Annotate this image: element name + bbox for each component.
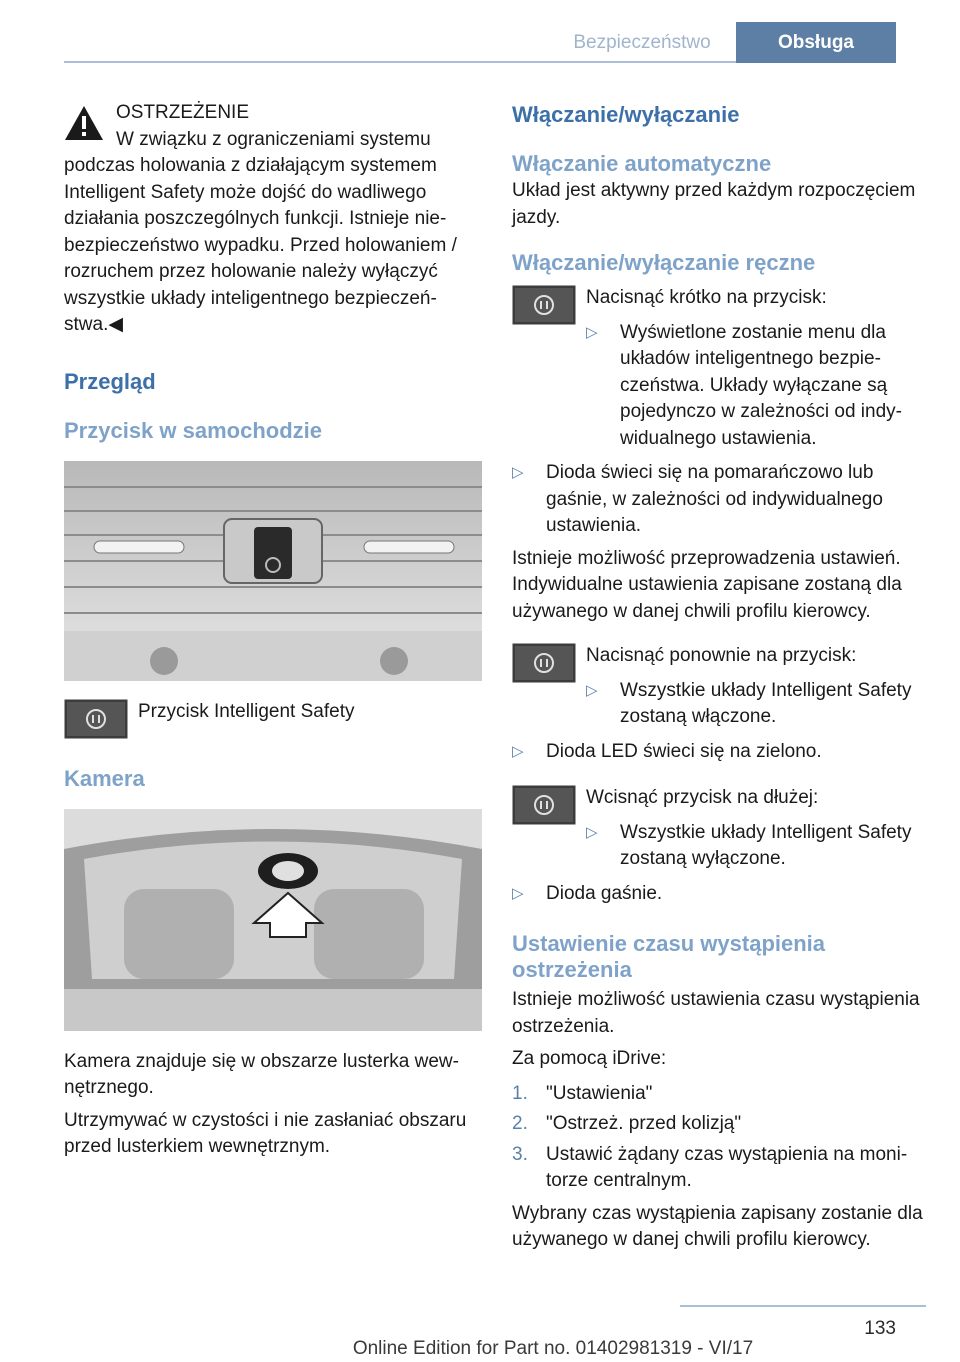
warning-triangle-icon [64, 104, 104, 142]
button-caption: Przycisk Intelligent Safety [138, 700, 355, 722]
bullet-marker-icon: ▷ [586, 823, 598, 841]
led-off-text: Dioda gaśnie. [546, 882, 663, 904]
bullet-marker-icon: ▷ [586, 681, 598, 699]
tab-obsluga[interactable]: Obsługa [736, 22, 896, 63]
camera-photo [64, 809, 482, 1031]
steps-list [512, 1081, 930, 1195]
step-number: 2. [512, 1113, 528, 1134]
footer-rule [680, 1305, 926, 1307]
list-item [512, 881, 930, 908]
warn-time-heading: Ustawienie czasu wystąpienia ostrzeżenia [512, 931, 826, 982]
press-short-bullet: Wyświetlone zostanie menu dla układów inteligentnego bezpieczeństwa. Układy wyłączane są pojedynczo w zależności od indywidualnego ustawienia. [620, 321, 902, 449]
list-item [512, 460, 930, 540]
press-long-block [512, 785, 930, 873]
list-item [512, 1111, 930, 1138]
warning-text-first: W związku z ograniczeniami systemu [116, 128, 431, 150]
left-column [64, 100, 482, 1161]
right-column [512, 100, 930, 1254]
onoff-heading: Włączanie/wyłączanie [512, 102, 740, 127]
bullet-marker-icon: ▷ [512, 464, 524, 481]
tab-bezpieczenstwo[interactable]: Bezpieczeństwo [573, 31, 711, 53]
page-number: 133 [864, 1318, 896, 1339]
list-item [512, 1142, 930, 1195]
warn-time-text: Istnieje możliwość ustawienia czasu wystąpienia ostrzeżenia. [512, 989, 920, 1037]
bullet-marker-icon: ▷ [512, 742, 524, 760]
press-again-block [512, 643, 930, 731]
button-legend [64, 699, 482, 739]
auto-heading: Włączanie automatyczne [512, 151, 772, 176]
step-text: "Ustawienia" [546, 1082, 653, 1104]
intelligent-safety-button-icon [512, 285, 576, 325]
intelligent-safety-button-icon [512, 785, 576, 825]
press-again-bullet: Wszystkie układy Intelligent Safety zostaną włączone. [620, 679, 912, 727]
settings-text: Istnieje możliwość przeprowadzenia ustawień. Indywidualne ustawienia zapisane zostaną dla używanego w danej chwili profilu kierowcy. [512, 547, 902, 622]
camera-text-clean: Utrzymywać w czystości i nie zasłaniać obszaru przed lusterkiem wewnętrznym. [64, 1109, 467, 1157]
press-short-block [512, 285, 930, 452]
intelligent-safety-button-icon [512, 643, 576, 683]
list-item [512, 739, 930, 766]
list-item [586, 320, 930, 453]
bullet-marker-icon: ▷ [512, 884, 524, 902]
list-item [512, 1081, 930, 1108]
car-button-heading: Przycisk w samochodzie [64, 417, 322, 443]
camera-heading: Kamera [64, 765, 145, 791]
press-long-text: Wcisnąć przycisk na dłużej: [586, 787, 819, 808]
led-orange-text: Dioda świeci się na pomarańczowo lub gaśnie, w zależności od indywidualnego ustawienia. [546, 462, 883, 536]
list-item [586, 678, 930, 731]
saved-text: Wybrany czas wystąpienia zapisany zostanie dla używanego w danej chwili profilu kierowcy. [512, 1202, 923, 1250]
list-item [586, 820, 930, 873]
step-text: Ustawić żądany czas wystąpienia na monitorze centralnym. [546, 1143, 908, 1191]
led-green-text: Dioda LED świeci się na zielono. [546, 740, 822, 762]
edition-footer: Online Edition for Part no. 01402981319 - VI/17 [352, 1338, 754, 1359]
step-number: 1. [512, 1082, 528, 1104]
camera-text-location: Kamera znajduje się w obszarze lusterka wewnętrznego. [64, 1050, 459, 1098]
intelligent-safety-button-icon [64, 699, 128, 739]
dashboard-button-photo [64, 461, 482, 681]
warning-title: OSTRZEŻENIE [116, 102, 250, 123]
overview-heading: Przegląd [64, 368, 156, 394]
manual-heading: Włączanie/wyłączanie ręczne [512, 250, 816, 275]
press-again-text: Nacisnąć ponownie na przycisk: [586, 645, 857, 666]
idrive-text: Za pomocą iDrive: [512, 1048, 667, 1069]
warning-box [64, 100, 482, 339]
step-number: 3. [512, 1143, 528, 1165]
warning-text: podczas holowania z działającym systemem Intelligent Safety może dojść do wadliwego działania poszczególnych funkcji. Istnieje niebezpieczeństwo wypadku. Przed holowaniem / rozruchem przez holowanie należy wyłączyć wszystkie układy inteligentnego bezpieczeństwa.◀ [64, 155, 457, 335]
press-long-bullet: Wszystkie układy Intelligent Safety zostaną wyłączone. [620, 821, 912, 869]
press-short-text: Nacisnąć krótko na przycisk: [586, 287, 827, 308]
step-text: "Ostrzeż. przed kolizją" [546, 1113, 742, 1134]
auto-text: Układ jest aktywny przed każdym rozpoczęciem jazdy. [512, 180, 916, 228]
bullet-marker-icon: ▷ [586, 323, 598, 341]
